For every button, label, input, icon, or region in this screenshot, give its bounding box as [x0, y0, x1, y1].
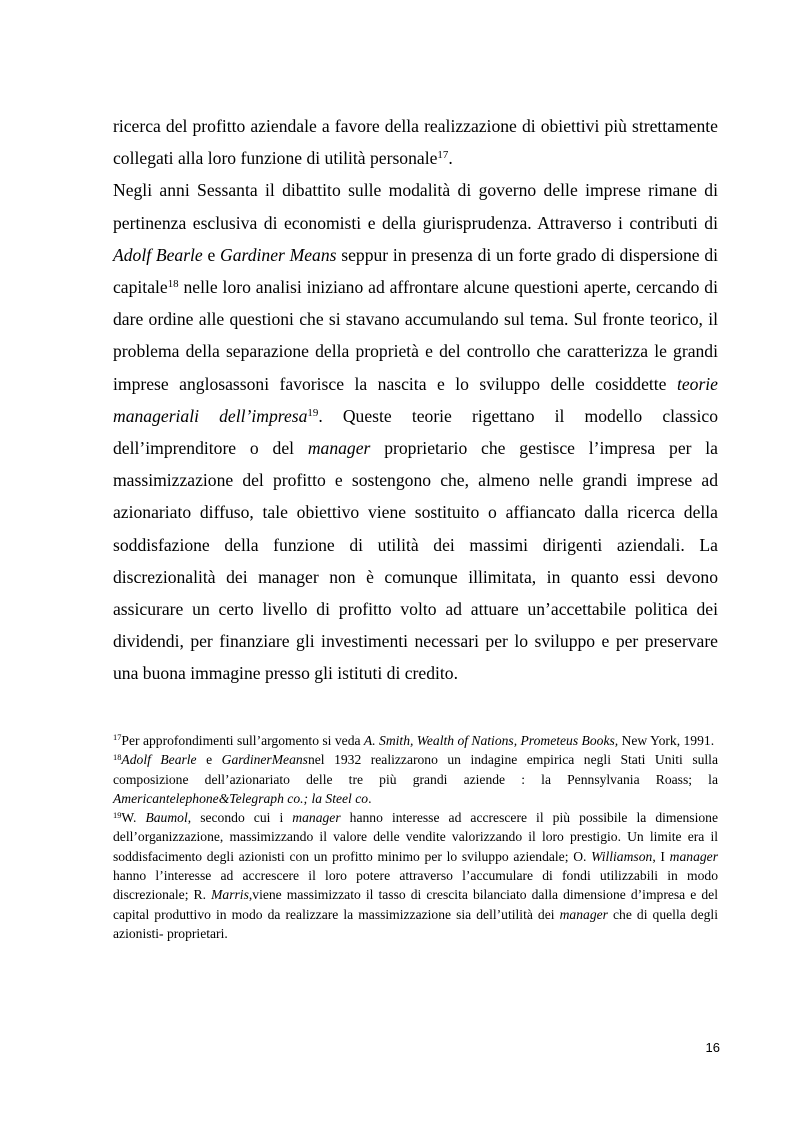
- body-text: [113, 110, 718, 690]
- footnotes: [113, 731, 718, 943]
- footnote-19: $^{19}$W. Baumol, secondo cui i manager hanno interesse ad accrescere il più possibile la dimensione dell’organizzazione, massimizzando il valore delle vendite valorizzando il loro prestigio. Un limite era il soddisfacimento degli azionisti con un profitto minimo per lo sviluppo aziendale; O. Williamson, I manager hanno l’interesse ad accrescere il loro potere attraverso l’accumulare di fondi utilizzabili in modo discrezionale; R. Marris,viene massimizzato il tasso di crescita bilanciato dalla dimensione d’impresa e del capital produttivo in modo da realizzare la massimizzazione sia dell’utilità dei manager che di quella degli azionisti- proprietari.: [113, 809, 718, 941]
- footnote-number: 17: [113, 732, 122, 743]
- footnote-ref-17[interactable]: 17: [437, 149, 449, 162]
- footnote-18: $^{18}$Adolf Bearle e GardinerMeansnel 1932 realizzarono un indagine empirica negli Stati Uniti sulla composizione dell’azionariato delle tre più grandi aziende : la Pennsylvania Roass; la Americantelephone&Telegraph co.; la Steel co.: [113, 751, 718, 806]
- page-number: 16: [705, 1040, 720, 1055]
- paragraph-2: Negli anni Sessanta il dibattito sulle modalità di governo delle imprese rimane di pertinenza esclusiva di economisti e della giurisprudenza. Attraverso i contributi di Adolf Bearle e Gardiner Means seppur in presenza di un forte grado di dispersione di capitale$^{18}$ nelle loro analisi iniziano ad affrontare alcune questioni aperte, cercando di dare ordine alle questioni che si stavano accumulando sul tema. Sul fronte teorico, il problema della separazione della proprietà e del controllo che caratterizza le grandi imprese anglosassoni favorisce la nascita e lo sviluppo delle cosiddette teorie manageriali dell’impresa$^{19}$. Queste teorie rigettano il modello classico dell’imprenditore o del manager proprietario che gestisce l’impresa per la massimizzazione del profitto e sostengono che, almeno nelle grandi imprese ad azionariato diffuso, tale obiettivo viene sostituito o affiancato dalla ricerca della soddisfazione della funzione di utilità dei massimi dirigenti aziendali. La discrezionalità dei manager non è comunque illimitata, in quanto essi devono assicurare un certo livello di profitto volto ad attuare un’accettabile politica dei dividendi, per finanziare gli investimenti necessari per lo sviluppo e per preservare una buona immagine presso gli istituti di credito.: [113, 180, 719, 684]
- footnote-ref-18[interactable]: 18: [167, 278, 179, 291]
- footnote-number: 18: [113, 751, 122, 762]
- footnote-number: 19: [113, 809, 122, 820]
- footnote-ref-19[interactable]: 19: [307, 406, 319, 419]
- paragraph-1: ricerca del profitto aziendale a favore della realizzazione di obiettivi più strettamente collegati alla loro funzione di utilità personale$^{17}$.: [113, 116, 718, 169]
- footnote-17: $^{17}$Per approfondimenti sull’argomento si veda A. Smith, Wealth of Nations, Prometeus Books, New York, 1991.: [113, 732, 715, 748]
